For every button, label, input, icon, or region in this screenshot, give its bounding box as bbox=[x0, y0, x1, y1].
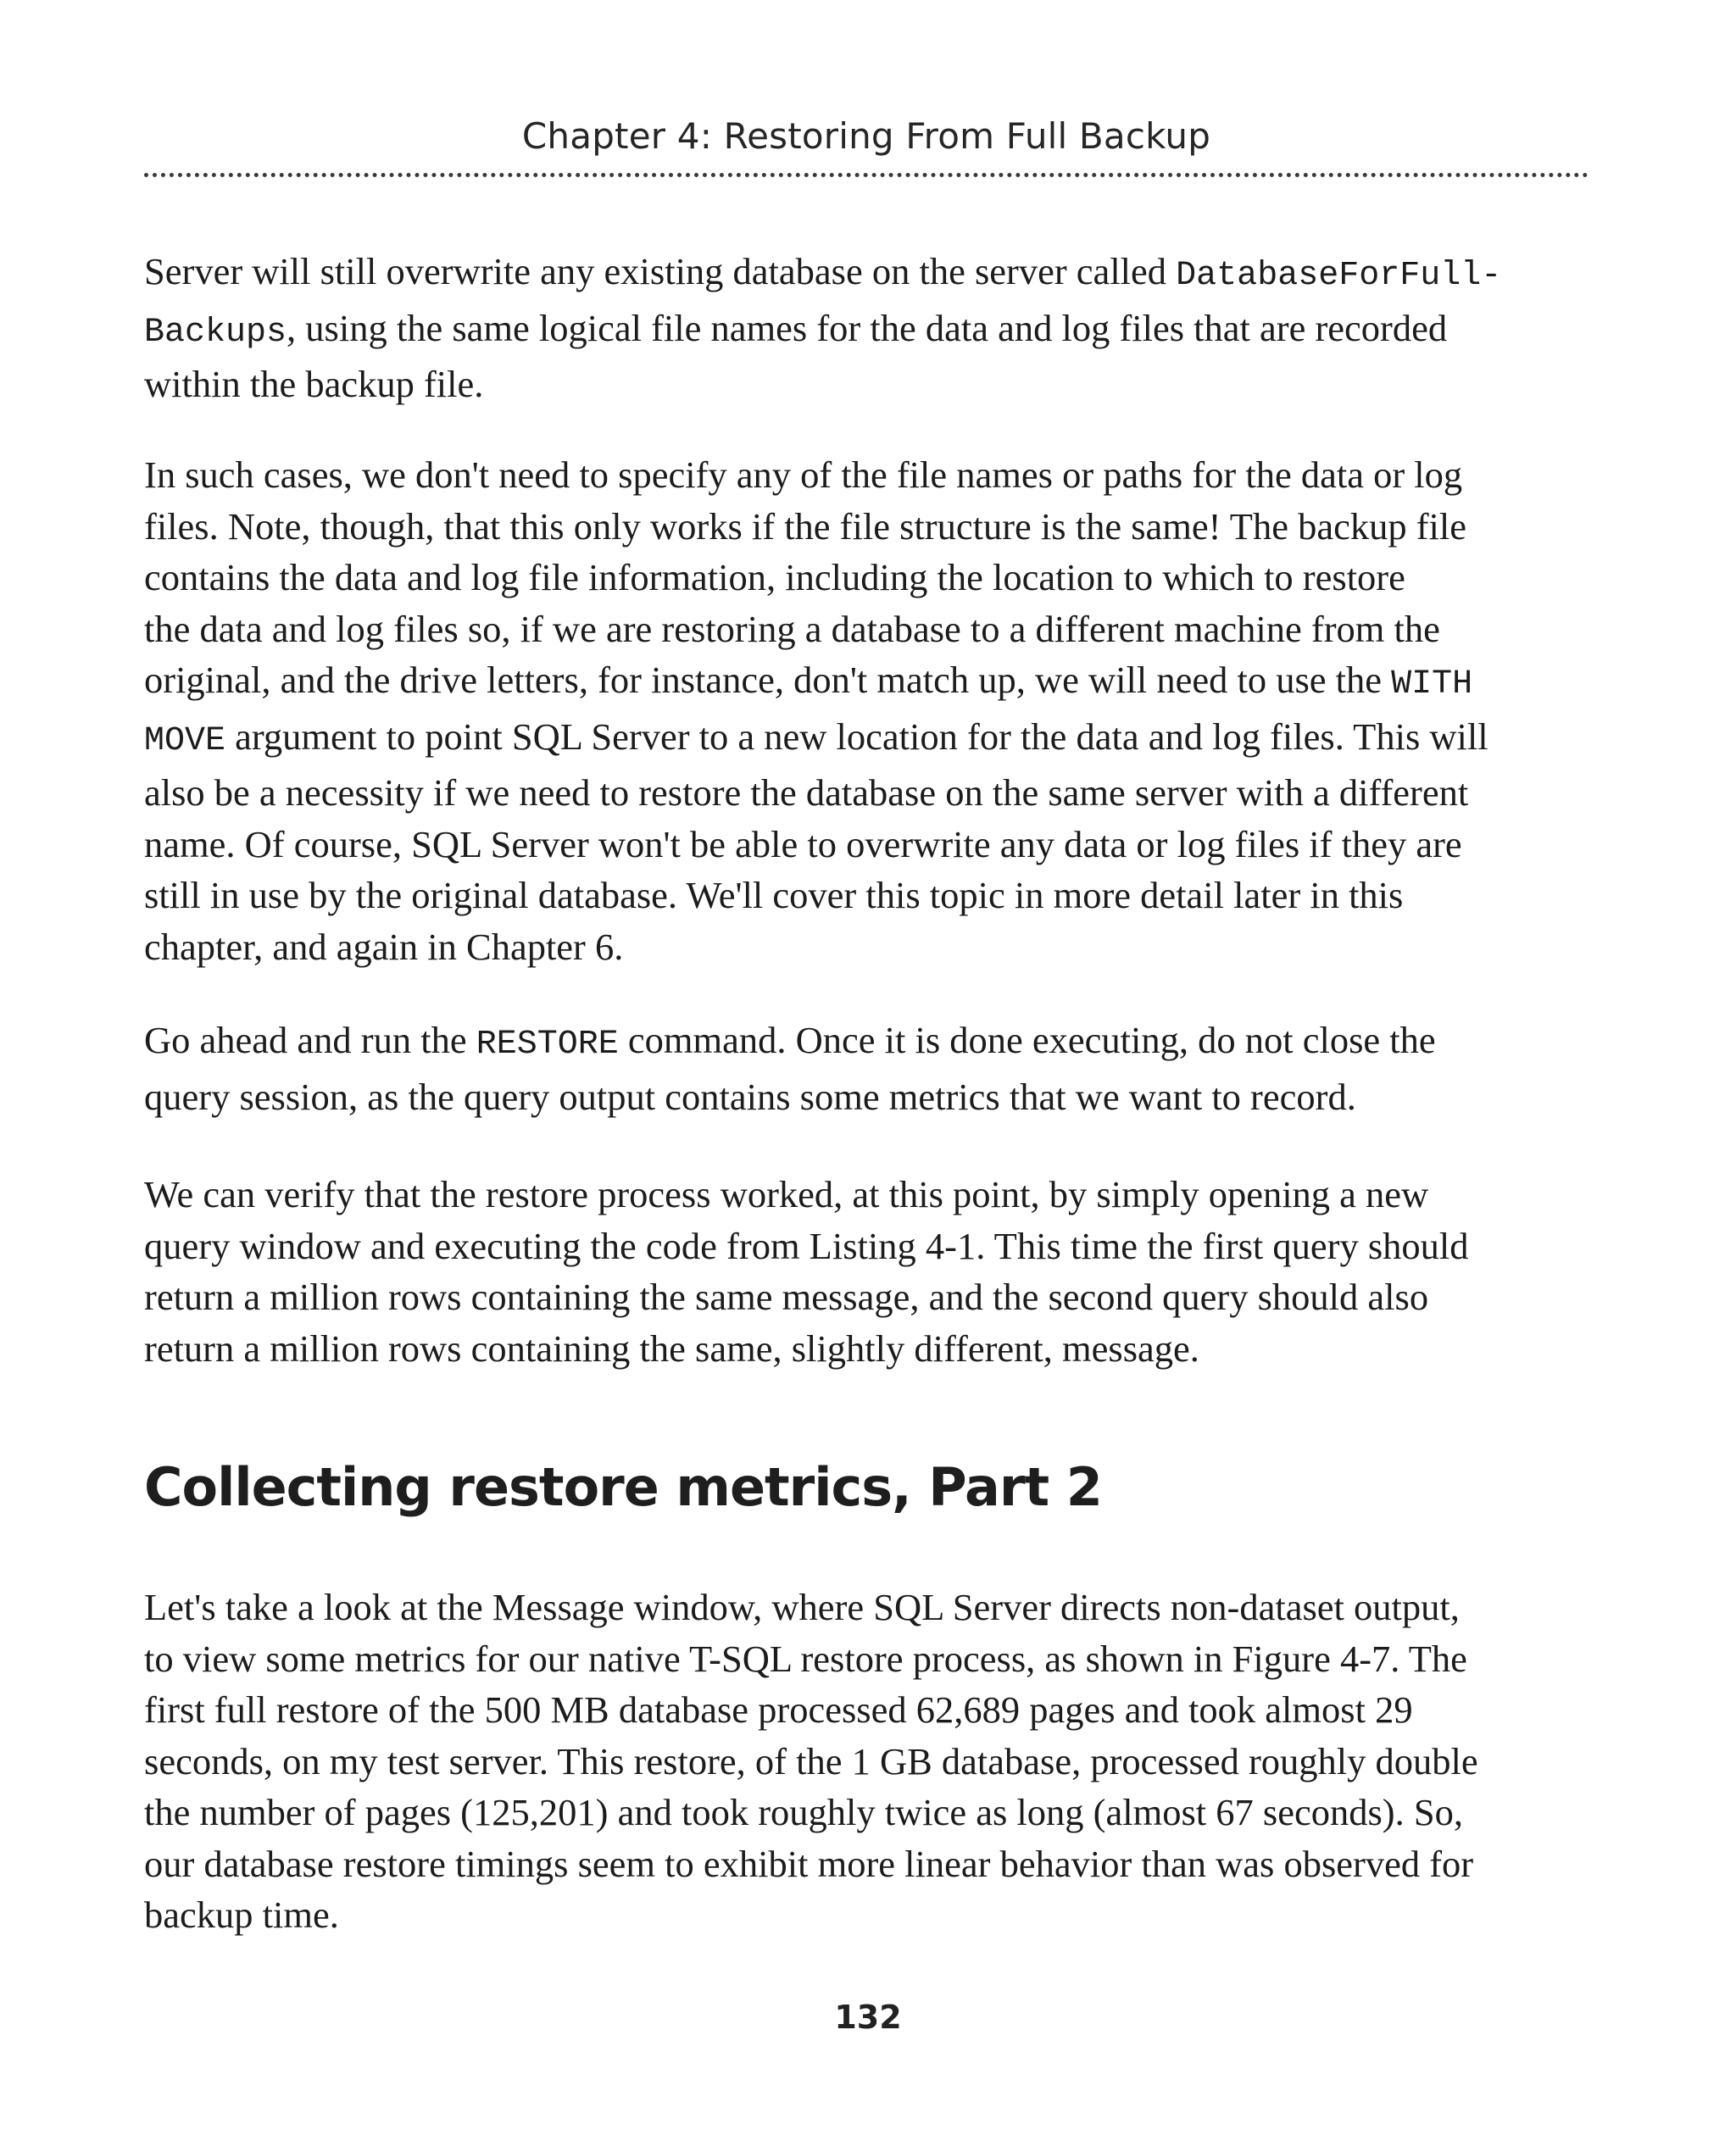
text-line: the data and log files so, if we are restoring a database to a different machine from the bbox=[144, 607, 1440, 650]
inline-code: WITH bbox=[1391, 665, 1473, 703]
header-dotted-rule bbox=[144, 173, 1589, 177]
paragraph-restore-metrics bbox=[144, 1582, 1611, 1941]
text-line: Let's take a look at the Message window, where SQL Server directs non-dataset output, bbox=[144, 1586, 1460, 1628]
section-heading: Collecting restore metrics, Part 2 bbox=[144, 1456, 1102, 1518]
text-line: In such cases, we don't need to specify any of the file names or paths for the data or log bbox=[144, 453, 1463, 496]
inline-code: MOVE bbox=[144, 721, 226, 760]
running-header: Chapter 4: Restoring From Full Backup bbox=[521, 115, 1211, 157]
text-line: still in use by the original database. We'll cover this topic in more detail later in this bbox=[144, 874, 1404, 916]
text-line: seconds, on my test server. This restore, of the 1 GB database, processed roughly double bbox=[144, 1739, 1478, 1782]
inline-code: Backups bbox=[144, 313, 287, 352]
text-line: chapter, and again in Chapter 6. bbox=[144, 925, 624, 968]
text-line: query window and executing the code from Listing 4-1. This time the first query should bbox=[144, 1224, 1469, 1267]
text-line: contains the data and log file information, including the location to which to restore bbox=[144, 556, 1405, 598]
inline-code: DatabaseForFull- bbox=[1176, 257, 1502, 295]
text-line: the number of pages (125,201) and took roughly twice as long (almost 67 seconds). So, bbox=[144, 1791, 1463, 1833]
text-line: our database restore timings seem to exhibit more linear behavior than was observed for bbox=[144, 1842, 1474, 1885]
text-line: to view some metrics for our native T-SQL restore process, as shown in Figure 4-7. The bbox=[144, 1637, 1467, 1680]
paragraph-file-structure bbox=[144, 449, 1611, 972]
text-line: Backups, using the same logical file names for the data and log files that are recorded bbox=[144, 306, 1448, 352]
text-line: MOVE argument to point SQL Server to a new location for the data and log files. This will bbox=[144, 715, 1488, 760]
text-line: also be a necessity if we need to restore the database on the same server with a different bbox=[144, 771, 1469, 814]
text-line: Server will still overwrite any existing database on the server called DatabaseForFull- bbox=[144, 250, 1502, 295]
text-line: Go ahead and run the RESTORE command. Once it is done executing, do not close the bbox=[144, 1019, 1436, 1064]
text-line: files. Note, though, that this only works if the file structure is the same! The backup file bbox=[144, 504, 1467, 548]
text-line: return a million rows containing the same, slightly different, message. bbox=[144, 1326, 1199, 1370]
paragraph-verify-restore bbox=[144, 1169, 1611, 1374]
text-line: within the backup file. bbox=[144, 363, 484, 405]
text-line: return a million rows containing the same message, and the second query should also bbox=[144, 1276, 1429, 1318]
text-line: name. Of course, SQL Server won't be able to overwrite any data or log files if they are bbox=[144, 822, 1462, 865]
text-line: original, and the drive letters, for instance, don't match up, we will need to use the WITH bbox=[144, 659, 1473, 703]
text-line: query session, as the query output contains some metrics that we want to record. bbox=[144, 1075, 1356, 1118]
text-line: We can verify that the restore process worked, at this point, by simply opening a new bbox=[144, 1173, 1429, 1215]
page-number: 132 bbox=[834, 1999, 902, 2036]
paragraph-run-restore bbox=[144, 1015, 1611, 1122]
paragraph-overwrite-note bbox=[144, 246, 1611, 410]
text-line: first full restore of the 500 MB database processed 62,689 pages and took almost 29 bbox=[144, 1688, 1413, 1731]
inline-code: RESTORE bbox=[476, 1026, 619, 1064]
text-line: backup time. bbox=[144, 1894, 339, 1936]
